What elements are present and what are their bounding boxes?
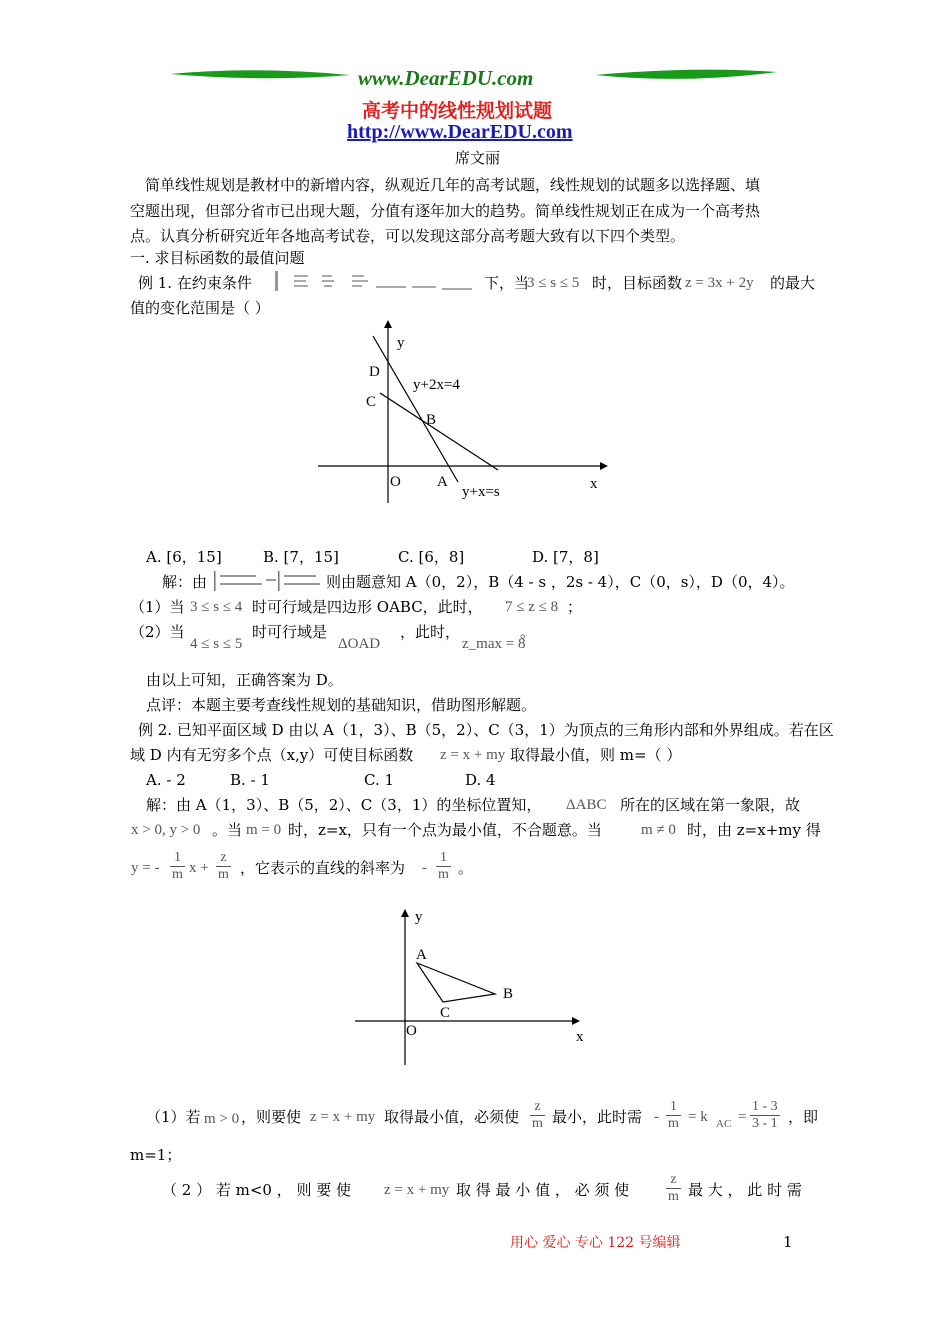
- ex2-m-nonzero: m ≠ 0: [641, 822, 676, 838]
- ex2-solution-line2a: 。当: [212, 821, 243, 839]
- ex1-option-a: A. [6，15]: [146, 548, 222, 566]
- ex1-graph: [310, 318, 610, 508]
- ex2-case1-minus: -: [654, 1109, 659, 1125]
- ex1-y-label: y: [397, 335, 405, 351]
- ex2-option-a: A. - 2: [146, 771, 186, 789]
- ex1-line-y2x4: [373, 336, 458, 482]
- ex1-case2-end: 。: [520, 623, 536, 641]
- ex2-triangle-abc: [417, 963, 495, 1002]
- ex1-question-mid2: 时，目标函数: [592, 274, 683, 292]
- ex1-objective: z = 3x + 2y: [685, 275, 754, 291]
- ex2-case1-end: ，即: [788, 1108, 819, 1126]
- ex1-origin: O: [390, 474, 401, 490]
- ex1-x-arrow-icon: [600, 462, 608, 470]
- ex2-case2-z-over-m: [666, 1172, 681, 1205]
- ex1-point-b: B: [426, 412, 437, 428]
- ex2-fraction-1-over-m: [170, 850, 185, 883]
- author: 席文丽: [455, 149, 501, 167]
- ex2-objective: z = x + my: [440, 747, 506, 763]
- ex2-case1-text2: 取得最小值，必须使: [384, 1108, 520, 1126]
- fraction-numerator: 1 - 3: [752, 1099, 778, 1114]
- ex2-case1-cond: m > 0: [204, 1111, 240, 1127]
- fraction-numerator: 1: [436, 850, 451, 867]
- ex1-s-range: 3 ≤ s ≤ 5: [527, 275, 580, 291]
- fraction-numerator: 1: [170, 850, 185, 867]
- ex1-case2-cond: 4 ≤ s ≤ 5: [190, 636, 243, 652]
- ex2-slope-text: ，它表示的直线的斜率为: [240, 859, 406, 877]
- ex2-case2-text2: 最 大 ， 此 时 需: [688, 1181, 802, 1199]
- ex2-point-a: A: [416, 947, 427, 963]
- ex2-option-b: B. - 1: [230, 771, 270, 789]
- ex2-positive-cond: x > 0, y > 0: [131, 822, 201, 838]
- ex2-kac: = k: [688, 1109, 708, 1125]
- ex2-question-line2a: 域 D 内有无穷多个点（x,y）可使目标函数: [130, 746, 414, 764]
- ex2-solution-line2b: 时，z=x，只有一个点为最小值，不合题意。当: [288, 821, 602, 839]
- ex2-m-zero: m = 0: [246, 822, 282, 838]
- fraction-denominator: m: [668, 1116, 679, 1131]
- ex2-case1-objective: z = x + my: [310, 1109, 376, 1125]
- ex2-fraction-z-over-m: [216, 850, 231, 883]
- ex1-x-label: x: [590, 476, 598, 492]
- banner-swoosh-right: [595, 70, 777, 79]
- ex2-case2-objective: z = x + my: [384, 1182, 450, 1198]
- ex2-case1-1-over-m: [666, 1099, 681, 1132]
- ex2-point-c: C: [440, 1005, 451, 1021]
- ex1-option-b: B. [7，15]: [263, 548, 339, 566]
- ex2-solution-line1b: 所在的区域在第一象限，故: [620, 796, 801, 814]
- ex1-question-start: 例 1. 在约束条件: [138, 274, 252, 292]
- ex1-option-c: C. [6，8]: [398, 548, 465, 566]
- ex2-question-line2b: 取得最小值，则 m=（ ）: [510, 746, 682, 764]
- ex2-line-eq-lhs: y = -: [131, 860, 160, 876]
- footer-text: 用心 爱心 专心 122 号编辑: [510, 1235, 681, 1251]
- site-link[interactable]: http://www.DearEDU.com: [347, 121, 573, 143]
- ex2-case2-text: 取 得 最 小 值 ， 必 须 使: [456, 1181, 630, 1199]
- ex1-line-yxs: [380, 393, 498, 470]
- ex1-case1-result: 7 ≤ z ≤ 8: [505, 599, 559, 615]
- ex2-solution-line2c: 时，由 z=x+my 得: [687, 821, 821, 839]
- ex2-kac-fraction: [750, 1099, 780, 1132]
- ex1-solve-system-image: [212, 568, 324, 594]
- fraction-denominator: m: [532, 1116, 543, 1131]
- ex2-case2-start: （ 2 ） 若 m<0 ， 则 要 使: [162, 1181, 352, 1199]
- ex1-case2-result: z_max = 8: [462, 636, 526, 652]
- ex1-solution-lead: 解：由: [162, 573, 208, 591]
- ex1-question-end: 的最大: [770, 274, 816, 292]
- ex1-question-mid: 下，当: [484, 274, 530, 292]
- ex1-point-a: A: [437, 474, 448, 490]
- ex1-conclusion: 由以上可知，正确答案为 D。: [146, 671, 343, 689]
- ex2-x-plus: x +: [189, 860, 209, 876]
- fraction-numerator: z: [216, 850, 231, 867]
- page-number: 1: [783, 1233, 793, 1251]
- ex2-y-arrow-icon: [401, 909, 409, 917]
- ex1-question-line2: 值的变化范围是（ ）: [130, 299, 270, 317]
- ex1-case2-region: ΔOAD: [338, 636, 381, 652]
- ex1-point-c: C: [366, 394, 377, 410]
- ex2-case1-text: ，则要使: [241, 1108, 302, 1126]
- ex1-line2-label: y+x=s: [462, 484, 500, 500]
- ex1-case1-cond: 3 ≤ s ≤ 4: [190, 599, 243, 615]
- ex2-graph: [350, 905, 590, 1070]
- ex1-comment: 点评：本题主要考查线性规划的基础知识，借助图形解题。: [146, 696, 537, 714]
- ex1-case1-end: ；: [567, 598, 583, 616]
- ex2-y-label: y: [415, 909, 423, 925]
- ex2-option-d: D. 4: [465, 771, 496, 789]
- fraction-denominator: 3 - 1: [752, 1116, 778, 1131]
- ex1-line1-label: y+2x=4: [413, 377, 460, 393]
- fraction-numerator: 1: [666, 1099, 681, 1116]
- ex1-constraint-system-image: [272, 268, 482, 294]
- intro-line-3: 点。认真分析研究近年各地高考试卷，可以发现这部分高考题大致有以下四个类型。: [130, 227, 686, 245]
- ex1-case2-text2: ，此时，: [400, 623, 461, 641]
- ex2-case1-result: m=1；: [130, 1146, 182, 1164]
- intro-line-2: 空题出现，但部分省市已出现大题，分值有逐年加大的趋势。简单线性规划正在成为一个高考热: [130, 202, 761, 220]
- ex2-triangle: ΔABC: [566, 797, 607, 813]
- ex1-y-arrow-icon: [384, 320, 392, 328]
- ex1-option-d: D. [7，8]: [532, 548, 599, 566]
- fraction-denominator: m: [438, 867, 449, 882]
- ex2-case1-text3: 最小，此时需: [552, 1108, 643, 1126]
- fraction-denominator: m: [668, 1189, 679, 1204]
- ex2-kac-subscript: AC: [716, 1118, 732, 1130]
- ex2-solution-line1a: 解：由 A（1，3）、B（5，2）、C（3，1）的坐标位置知，: [146, 796, 542, 814]
- ex2-x-label: x: [576, 1029, 584, 1045]
- section-heading: 一. 求目标函数的最值问题: [130, 249, 305, 267]
- ex1-case2-start: （2）当: [130, 623, 185, 641]
- ex2-case1-z-over-m: [530, 1099, 545, 1132]
- ex2-origin: O: [406, 1023, 417, 1039]
- ex1-case1-start: （1）当: [130, 598, 185, 616]
- ex2-option-c: C. 1: [364, 771, 395, 789]
- banner-swoosh-left: [170, 70, 350, 78]
- ex1-case2-text: 时可行域是: [252, 623, 328, 641]
- ex2-question-line1: 例 2. 已知平面区域 D 由以 A（1，3）、B（5，2）、C（3，1）为顶点的三角形内部和外界组成。若在区: [138, 721, 834, 739]
- fraction-numerator: z: [530, 1099, 545, 1116]
- ex1-point-d: D: [369, 364, 380, 380]
- ex2-case1-start: （1）若: [146, 1108, 201, 1126]
- ex2-slope-fraction: [436, 850, 451, 883]
- fraction-numerator: z: [666, 1172, 681, 1189]
- ex2-point-b: B: [503, 986, 514, 1002]
- fraction-denominator: m: [218, 867, 229, 882]
- ex2-period: 。: [458, 859, 474, 877]
- intro-line-1: 简单线性规划是教材中的新增内容，纵观近几年的高考试题，线性规划的试题多以选择题、填: [145, 176, 761, 194]
- ex2-x-arrow-icon: [572, 1017, 580, 1025]
- ex2-equals: =: [738, 1109, 747, 1125]
- fraction-denominator: m: [172, 867, 183, 882]
- ex1-solution-text: 则由题意知 A（0，2），B（4 - s ，2s - 4），C（0，s），D（0，4）。: [326, 573, 795, 591]
- banner-text: www.DearEDU.com: [358, 66, 534, 90]
- page-title: 高考中的线性规划试题: [362, 100, 553, 122]
- ex1-case1-text: 时可行域是四边形 OABC，此时，: [252, 598, 483, 616]
- ex2-slope-minus: -: [422, 860, 427, 876]
